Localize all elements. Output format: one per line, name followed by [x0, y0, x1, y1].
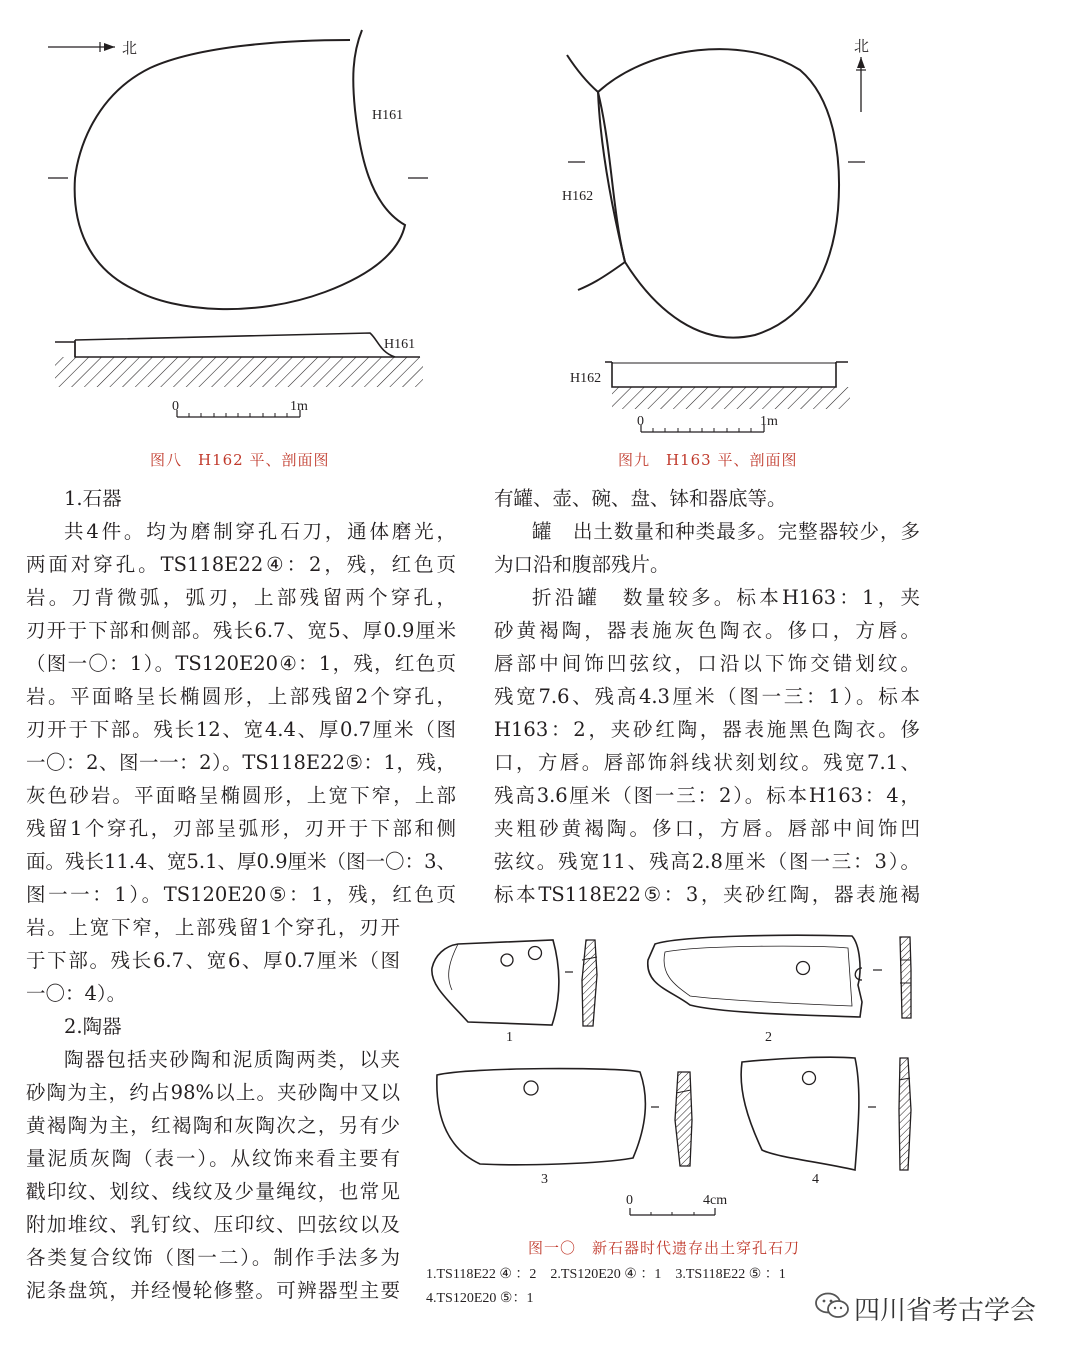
paragraph-line: 弦纹。残宽11、残高2.8厘米（图一三：3）。 [494, 850, 920, 873]
paragraph-line: 残留1个穿孔，刃部呈弧形，刃开于下部和侧 [26, 817, 456, 840]
watermark-text: 四川省考古学会 [854, 1296, 1037, 1326]
paragraph-line: 罐 出土数量和种类最多。完整器较少，多 [532, 520, 920, 543]
paragraph-line: 各类复合纹饰（图一二）。制作手法多为 [26, 1246, 400, 1269]
paragraph-line: 夹粗砂黄褐陶。侈口，方唇。唇部中间饰凹 [494, 817, 920, 840]
paragraph-line: 量泥质灰陶（表一）。从纹饰来看主要有 [26, 1147, 400, 1170]
paragraph-line: 于下部。残长6.7、宽6、厚0.7厘米（图 [26, 949, 400, 972]
paragraph-line: 残高3.6厘米（图一三：2）。标本H163：4， [494, 784, 920, 807]
paragraph-line: 陶器包括夹砂陶和泥质陶两类，以夹 [64, 1048, 400, 1071]
paragraph-line: 残宽7.6、残高4.3厘米（图一三：1）。标本 [494, 685, 920, 708]
left-text-column [26, 482, 456, 1307]
paragraph-line: 灰色砂岩。平面略呈椭圆形，上宽下窄，上部 [26, 784, 456, 807]
section-heading-stone: 1.石器 [64, 487, 122, 510]
scale-bar-fig9 [641, 425, 764, 432]
stone-knife-1 [432, 940, 597, 1026]
north-label-fig8: 北 [122, 41, 138, 57]
paragraph-line: 唇部中间饰凹弦纹，口沿以下饰交错划纹。 [494, 652, 920, 675]
section-h163 [605, 362, 850, 409]
paragraph-line: 戳印纹、划纹、线纹及少量绳纹，也常见 [26, 1180, 400, 1203]
figure-8-caption: 图八 H162 平、剖面图 [150, 451, 330, 469]
label-h162-section: H162 [570, 371, 602, 386]
paragraph-line: 折沿罐 数量较多。标本H163：1，夹 [532, 586, 920, 609]
figure-10-note-line1: 1.TS118E22 ④ ：2 2.TS120E20 ④ ：1 3.TS118E22 ⑤ ：1 [426, 1267, 786, 1282]
paragraph-line: 附加堆纹、乳钉纹、压印纹、凹弦纹以及 [26, 1213, 400, 1236]
paragraph-line: 一〇：4）。 [26, 982, 127, 1005]
stone-knife-2 [648, 935, 911, 1018]
scale-bar-fig8 [177, 410, 300, 417]
paragraph-line: 砂陶为主，约占98%以上。夹砂陶中又以 [26, 1081, 400, 1104]
north-arrow-fig9 [856, 57, 866, 112]
knife-number-1: 1 [506, 1030, 513, 1045]
pit-h163-outline [598, 49, 839, 337]
pit-h162-edge-fig9 [567, 55, 625, 290]
scale-zero-fig9: 0 [637, 414, 644, 429]
paragraph-line: 有罐、壶、碗、盘、钵和器底等。 [494, 487, 787, 510]
paragraph-line: 刃开于下部和侧部。残长6.7、宽5、厚0.9厘米 [26, 619, 456, 642]
scale-zero-fig10: 0 [626, 1193, 633, 1208]
scale-end-fig8: 1m [290, 399, 308, 414]
section-h162 [55, 333, 423, 387]
paragraph-line: 口，方唇。唇部饰斜线状刻划纹。残宽7.1、 [494, 751, 920, 774]
figure-9-caption: 图九 H163 平、剖面图 [618, 451, 798, 469]
paragraph-line: 图一一：1）。TS120E20⑤：1，残，红色页 [26, 883, 456, 906]
paragraph-line: 岩。上宽下窄，上部残留1个穿孔，刃开 [26, 916, 400, 939]
north-arrow-fig8 [48, 42, 115, 52]
figure-10-caption: 图一〇 新石器时代遗存出土穿孔石刀 [528, 1239, 801, 1257]
figure-8-drawing [0, 0, 1067, 480]
paragraph-line: 面。残长11.4、宽5.1、厚0.9厘米（图一〇：3、 [26, 850, 456, 873]
label-h161-section: H161 [384, 337, 416, 352]
paragraph-line: H163：2，夹砂红陶，器表施黑色陶衣。侈 [494, 718, 920, 741]
paragraph-line: 泥条盘筑，并经慢轮修整。可辨器型主要 [26, 1279, 400, 1302]
paragraph-line: 两面对穿孔。TS118E22④：2，残，红色页 [26, 553, 456, 576]
wechat-icon [815, 1292, 851, 1320]
paragraph-line: 共4件。均为磨制穿孔石刀，通体磨光， [64, 520, 456, 543]
paragraph-line: 岩。刀背微弧，弧刃，上部残留两个穿孔， [26, 586, 456, 609]
knife-number-2: 2 [765, 1030, 772, 1045]
paragraph-line: 刃开于下部。残长12、宽4.4、厚0.7厘米（图 [26, 718, 456, 741]
paragraph-line: 标本TS118E22⑤：3，夹砂红陶，器表施褐 [494, 883, 920, 906]
paragraph-line: 砂黄褐陶，器表施灰色陶衣。侈口，方唇。 [494, 619, 920, 642]
paragraph-line: 为口沿和腹部残片。 [494, 553, 670, 576]
knife-number-3: 3 [541, 1172, 548, 1187]
pit-h162-outline [75, 30, 405, 309]
stone-knife-3 [437, 1069, 692, 1166]
right-text-column [494, 482, 920, 911]
paragraph-line: 黄褐陶为主，红褐陶和灰陶次之，另有少 [26, 1114, 400, 1137]
label-h162-plan: H162 [562, 189, 594, 204]
scale-end-fig10: 4cm [703, 1193, 728, 1208]
paragraph-line: （图一〇：1）。TS120E20④：1，残，红色页 [26, 652, 456, 675]
knife-number-4: 4 [812, 1172, 819, 1187]
label-h161-plan: H161 [372, 108, 404, 123]
section-heading-pottery: 2.陶器 [64, 1015, 122, 1038]
paragraph-line: 岩。平面略呈长椭圆形，上部残留2个穿孔， [26, 685, 456, 708]
scale-end-fig9: 1m [760, 414, 778, 429]
figure-10-note-line2: 4.TS120E20 ⑤：1 [426, 1291, 534, 1306]
scale-bar-fig10 [630, 1208, 715, 1215]
paragraph-line: 一〇：2、图一一：2）。TS118E22⑤：1，残， [26, 751, 456, 774]
stone-knife-4 [741, 1057, 911, 1170]
scale-zero-fig8: 0 [172, 399, 179, 414]
north-label-fig9: 北 [854, 39, 870, 55]
